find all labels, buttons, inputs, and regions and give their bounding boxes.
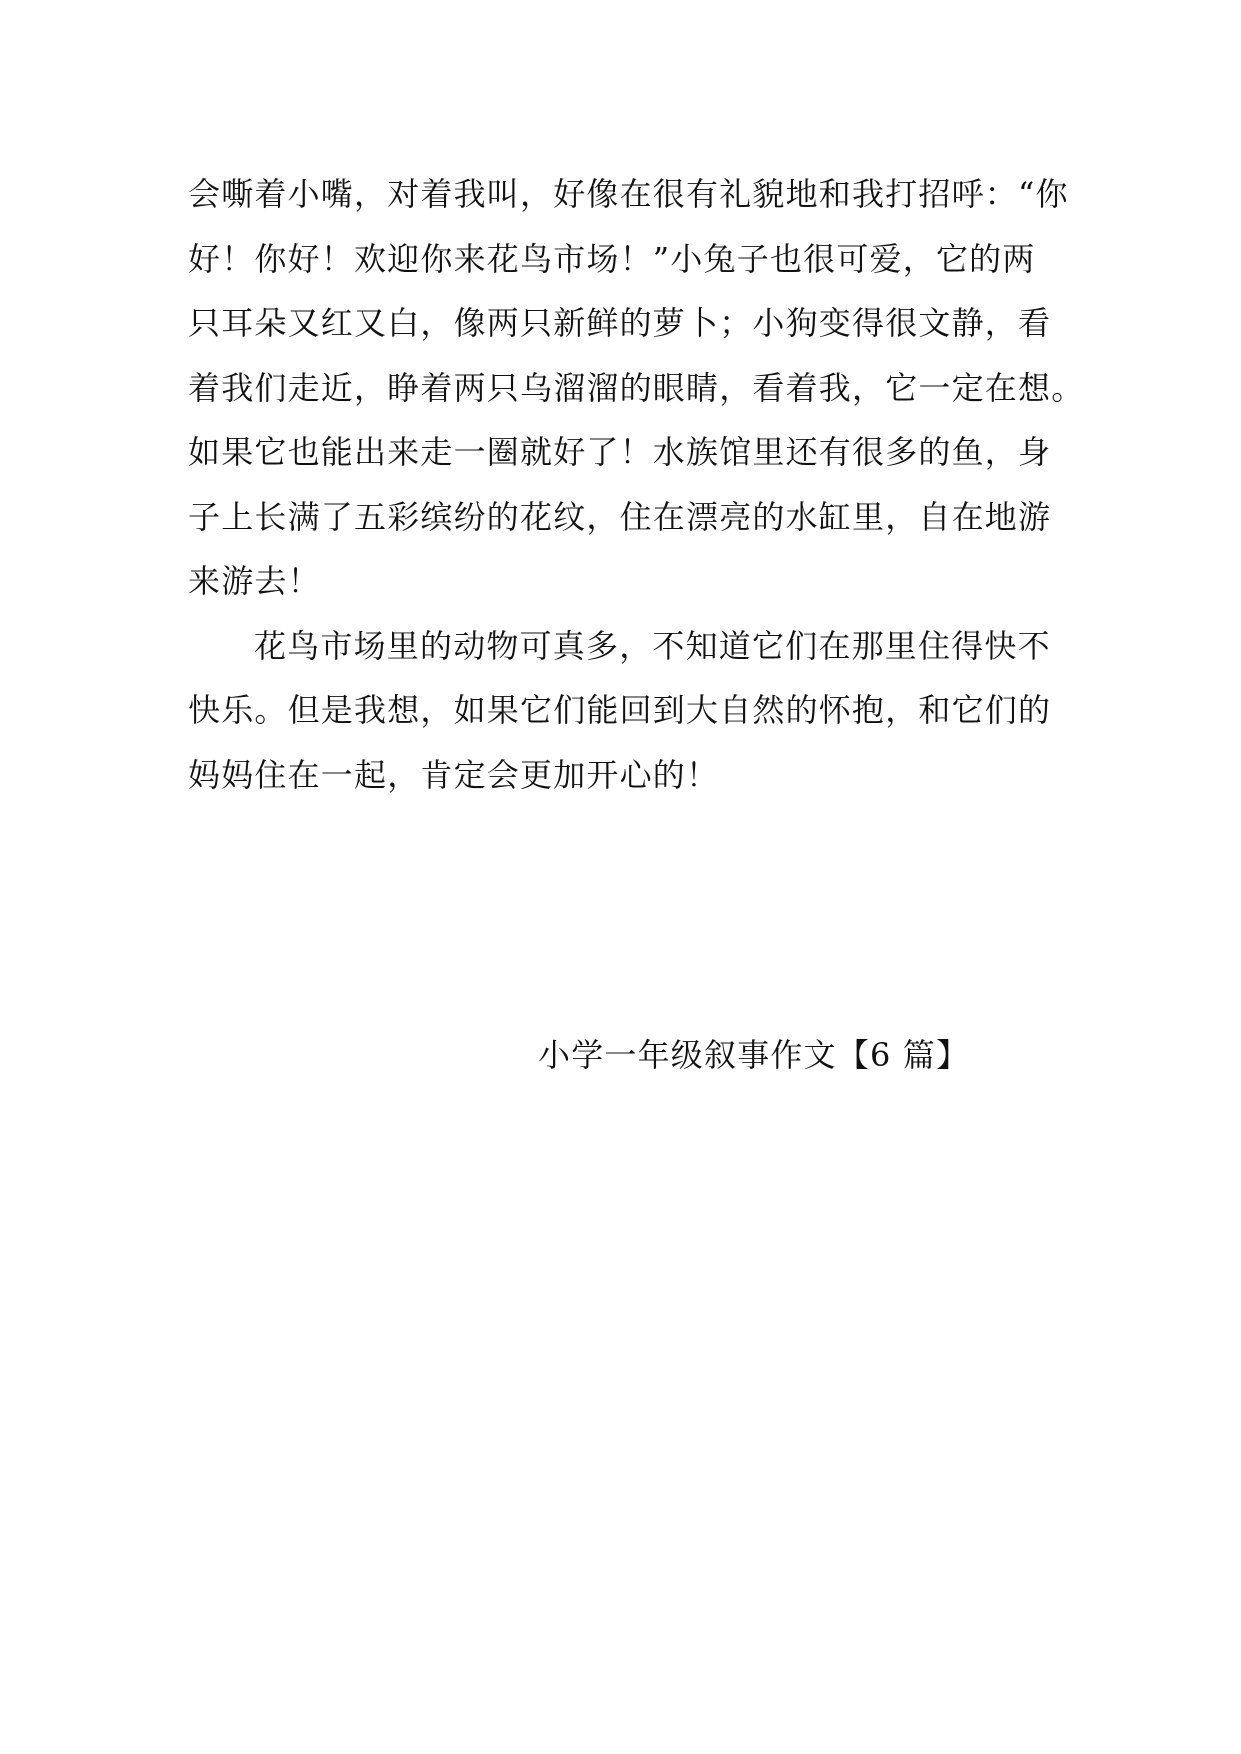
paragraph-2 bbox=[188, 614, 1058, 808]
text-line: 会嘶着小嘴，对着我叫，好像在很有礼貌地和我打招呼：“你 bbox=[188, 175, 1069, 213]
text-line: 子上长满了五彩缤纷的花纹，住在漂亮的水缸里，自在地游 bbox=[188, 497, 1052, 536]
text-line: 只耳朵又红又白，像两只新鲜的萝卜；小狗变得很文静，看 bbox=[188, 304, 1052, 342]
text-line: 快乐。但是我想，如果它们能回到大自然的怀抱，和它们的 bbox=[188, 691, 1052, 729]
text-line: 来游去！ bbox=[188, 562, 321, 600]
essay-body bbox=[188, 162, 1085, 807]
text-line: 花鸟市场里的动物可真多，不知道它们在那里住得快不 bbox=[254, 626, 1051, 665]
text-line: 好！你好！欢迎你来花鸟市场！”小兔子也很可爱，它的两 bbox=[188, 239, 1036, 278]
text-line: 妈妈住在一起，肯定会更加开心的！ bbox=[188, 755, 720, 794]
text-line: 着我们走近，睁着两只乌溜溜的眼睛，看着我，它一定在想。 bbox=[188, 368, 1085, 407]
section-title: 小学一年级叙事作文【6 篇】 bbox=[538, 1036, 970, 1074]
paragraph-1 bbox=[188, 162, 1085, 614]
text-line: 如果它也能出来走一圈就好了！水族馆里还有很多的鱼，身 bbox=[188, 433, 1052, 471]
